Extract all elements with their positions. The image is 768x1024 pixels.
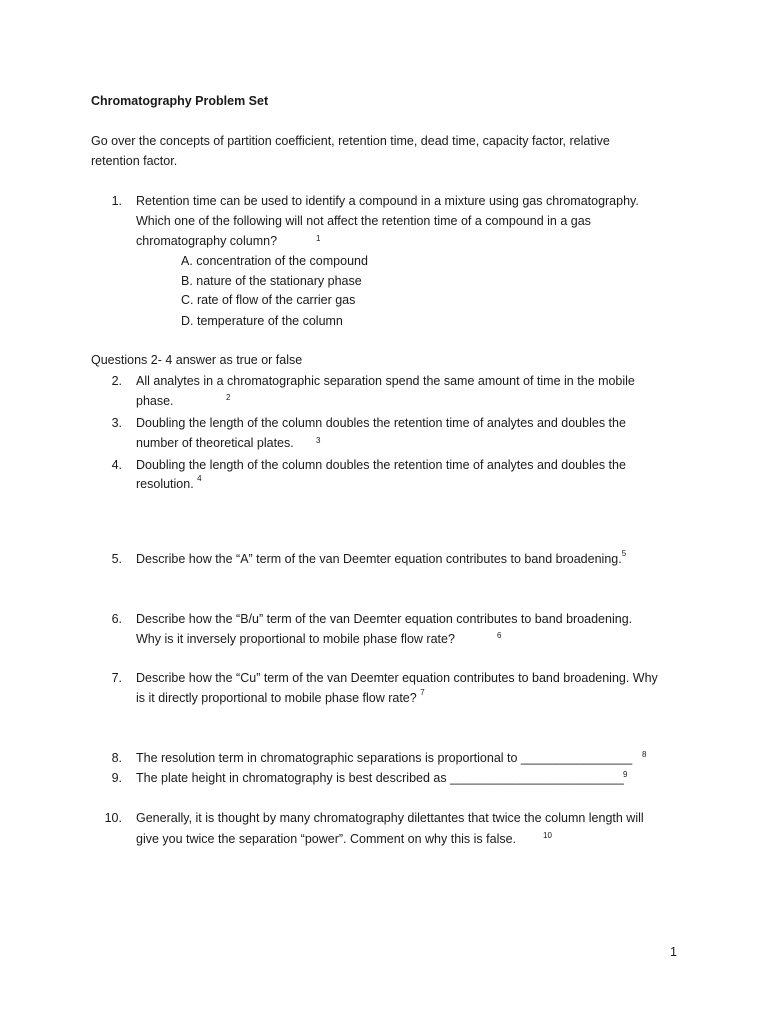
question-6-reference: 6 xyxy=(497,631,502,640)
intro-line-2: retention factor. xyxy=(91,154,178,168)
question-9-line-1: The plate height in chromatography is best described as _________________________ xyxy=(136,771,624,785)
question-6-line-1: Describe how the “B/u” term of the van Deemter equation contributes to band broadening. xyxy=(136,612,633,626)
question-8-number: 8. xyxy=(111,751,122,765)
page-number: 1 xyxy=(670,945,677,959)
question-4-line-2 xyxy=(136,474,202,496)
question-4-line-1: Doubling the length of the column doubles the retention time of analytes and doubles the xyxy=(136,458,626,472)
question-3-line-1: Doubling the length of the column doubles the retention time of analytes and doubles the xyxy=(136,416,626,430)
question-5-reference: 5 xyxy=(621,549,627,558)
question-5-line-1-text: Describe how the “A” term of the van Deemter equation contributes to band broadening. xyxy=(136,552,622,566)
question-3-reference: 3 xyxy=(316,436,321,445)
question-1-option-b: B. nature of the stationary phase xyxy=(181,274,362,288)
question-2-line-2: phase. xyxy=(136,394,174,408)
question-9-reference: 9 xyxy=(623,770,628,779)
question-4-number: 4. xyxy=(111,458,122,472)
question-7-line-2-text: is it directly proportional to mobile phase flow rate? xyxy=(136,691,417,705)
question-8-reference: 8 xyxy=(642,750,647,759)
question-1-line-1: Retention time can be used to identify a compound in a mixture using gas chromatography. xyxy=(136,194,639,208)
question-1-option-c: C. rate of flow of the carrier gas xyxy=(181,293,356,307)
question-3-line-2: number of theoretical plates. xyxy=(136,436,294,450)
document-title: Chromatography Problem Set xyxy=(91,94,269,108)
question-1-option-a: A. concentration of the compound xyxy=(181,254,368,268)
question-7-number: 7. xyxy=(111,671,122,685)
question-7-line-1: Describe how the “Cu” term of the van Deemter equation contributes to band broadening. Why xyxy=(136,671,658,685)
question-5-number: 5. xyxy=(111,552,122,566)
question-1-number: 1. xyxy=(111,194,122,208)
question-6-line-2: Why is it inversely proportional to mobile phase flow rate? xyxy=(136,632,455,646)
question-2-reference: 2 xyxy=(226,393,231,402)
intro-line-1: Go over the concepts of partition coefficient, retention time, dead time, capacity factor, relative xyxy=(91,134,610,148)
question-5-line-1 xyxy=(136,549,626,571)
question-3-number: 3. xyxy=(111,416,122,430)
question-6-number: 6. xyxy=(111,612,122,626)
question-4-line-2-text: resolution. xyxy=(136,477,194,491)
question-1-line-2: Which one of the following will not affect the retention time of a compound in a gas xyxy=(136,214,591,228)
question-10-line-1: Generally, it is thought by many chromatography dilettantes that twice the column length will xyxy=(136,811,644,825)
question-8-line-1: The resolution term in chromatographic separations is proportional to ________________ xyxy=(136,751,633,765)
section-heading-2-4: Questions 2- 4 answer as true or false xyxy=(91,353,303,367)
question-10-number: 10. xyxy=(104,811,122,825)
question-10-line-2: give you twice the separation “power”. Comment on why this is false. xyxy=(136,832,517,846)
question-2-number: 2. xyxy=(111,374,122,388)
question-1-line-3: chromatography column? xyxy=(136,234,278,248)
question-7-line-2 xyxy=(136,688,425,710)
question-2-line-1: All analytes in a chromatographic separation spend the same amount of time in the mobile xyxy=(136,374,635,388)
question-7-reference: 7 xyxy=(420,688,425,697)
question-9-number: 9. xyxy=(111,771,122,785)
question-1-option-d: D. temperature of the column xyxy=(181,314,343,328)
question-4-reference: 4 xyxy=(197,474,202,483)
question-10-reference: 10 xyxy=(543,831,552,840)
question-1-reference: 1 xyxy=(316,234,321,243)
